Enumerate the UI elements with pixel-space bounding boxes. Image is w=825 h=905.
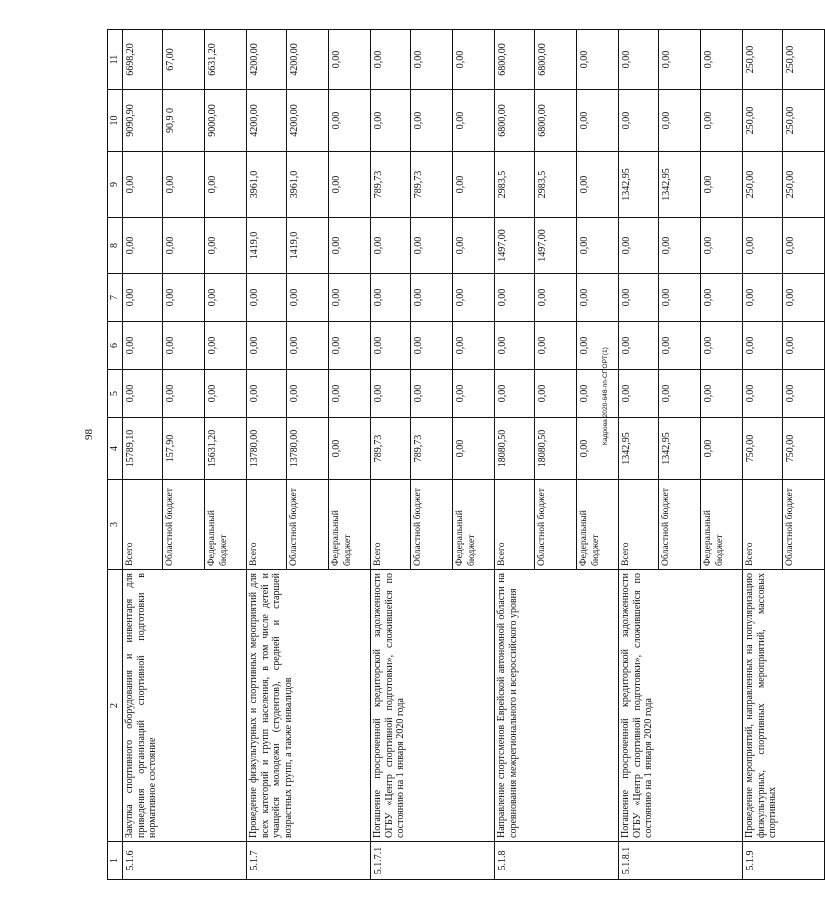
- amount-cell: 0,00: [329, 90, 371, 152]
- amount-cell: 0,00: [619, 274, 659, 322]
- amount-cell: 2983,5: [495, 152, 535, 218]
- amount-cell: 9090,90: [123, 90, 163, 152]
- amount-cell: 0,00: [411, 370, 453, 418]
- amount-cell: 0,00: [205, 218, 247, 274]
- amount-cell: 15789,10: [123, 418, 163, 480]
- funding-source: Всего: [619, 480, 659, 570]
- amount-cell: 0,00: [371, 274, 411, 322]
- amount-cell: 1497,00: [535, 218, 577, 274]
- amount-cell: 0,00: [577, 152, 619, 218]
- table-row: [371, 30, 411, 880]
- amount-cell: 0,00: [701, 90, 743, 152]
- amount-cell: 0,00: [123, 218, 163, 274]
- amount-cell: 0,00: [535, 370, 577, 418]
- amount-cell: 250,00: [783, 30, 825, 90]
- amount-cell: 0,00: [701, 322, 743, 370]
- table-row: [743, 30, 783, 880]
- amount-cell: 0,00: [659, 30, 701, 90]
- amount-cell: 250,00: [783, 152, 825, 218]
- amount-cell: 67,00: [163, 30, 205, 90]
- amount-cell: 0,00: [163, 218, 205, 274]
- column-number: 6: [108, 322, 123, 370]
- amount-cell: 0,00: [205, 274, 247, 322]
- item-description: Направление спортсменов Еврейской автономной области на соревнования межрегионального и всероссийского уровня: [495, 570, 619, 842]
- amount-cell: 0,00: [329, 152, 371, 218]
- funding-source: Областной бюджет: [287, 480, 329, 570]
- amount-cell: 0,00: [329, 218, 371, 274]
- amount-cell: 0,00: [123, 274, 163, 322]
- amount-cell: 1419,0: [247, 218, 287, 274]
- amount-cell: 0,00: [453, 30, 495, 90]
- amount-cell: 90,9 0: [163, 90, 205, 152]
- amount-cell: 0,00: [577, 90, 619, 152]
- amount-cell: 0,00: [743, 218, 783, 274]
- amount-cell: 0,00: [411, 90, 453, 152]
- amount-cell: 0,00: [163, 274, 205, 322]
- item-number: 5.1.7: [247, 842, 371, 880]
- funding-source: Федеральный бюджет: [701, 480, 743, 570]
- amount-cell: 0,00: [535, 274, 577, 322]
- amount-cell: 0,00: [495, 370, 535, 418]
- amount-cell: 4200,00: [287, 30, 329, 90]
- amount-cell: 0,00: [371, 30, 411, 90]
- document-registry-id: Кадрова 2020-648-пп-СПОРТ(1): [602, 347, 609, 445]
- amount-cell: 9000,00: [205, 90, 247, 152]
- amount-cell: 1419,0: [287, 218, 329, 274]
- funding-source: Всего: [495, 480, 535, 570]
- amount-cell: 0,00: [577, 30, 619, 90]
- amount-cell: 0,00: [535, 322, 577, 370]
- amount-cell: 0,00: [619, 90, 659, 152]
- item-number: 5.1.6: [123, 842, 247, 880]
- amount-cell: 0,00: [619, 30, 659, 90]
- column-number: 3: [108, 480, 123, 570]
- funding-source: Областной бюджет: [411, 480, 453, 570]
- amount-cell: 0,00: [701, 218, 743, 274]
- amount-cell: 0,00: [577, 218, 619, 274]
- amount-cell: 789,73: [411, 152, 453, 218]
- funding-source: Областной бюджет: [535, 480, 577, 570]
- amount-cell: 0,00: [247, 322, 287, 370]
- amount-cell: 250,00: [783, 90, 825, 152]
- funding-source: Федеральный бюджет: [577, 480, 619, 570]
- amount-cell: 18080,50: [495, 418, 535, 480]
- amount-cell: 0,00: [659, 322, 701, 370]
- amount-cell: 4200,00: [247, 90, 287, 152]
- amount-cell: 0,00: [411, 322, 453, 370]
- funding-source: Областной бюджет: [163, 480, 205, 570]
- amount-cell: 1497,00: [495, 218, 535, 274]
- amount-cell: 0,00: [619, 218, 659, 274]
- column-number: 11: [108, 30, 123, 90]
- amount-cell: 0,00: [453, 218, 495, 274]
- amount-cell: 13780,00: [287, 418, 329, 480]
- amount-cell: 6800,00: [495, 90, 535, 152]
- amount-cell: 0,00: [659, 218, 701, 274]
- amount-cell: 0,00: [453, 152, 495, 218]
- amount-cell: 750,00: [743, 418, 783, 480]
- amount-cell: 0,00: [783, 322, 825, 370]
- funding-source: Федеральный бюджет: [205, 480, 247, 570]
- funding-source: Федеральный бюджет: [453, 480, 495, 570]
- amount-cell: 0,00: [123, 322, 163, 370]
- amount-cell: 750,00: [783, 418, 825, 480]
- amount-cell: 0,00: [205, 322, 247, 370]
- item-number: 5.1.8: [495, 842, 619, 880]
- amount-cell: 1342,95: [619, 418, 659, 480]
- amount-cell: 3961,0: [287, 152, 329, 218]
- amount-cell: 0,00: [577, 322, 619, 370]
- amount-cell: 6800,00: [495, 30, 535, 90]
- amount-cell: 0,00: [495, 322, 535, 370]
- item-number: 5.1.7.1: [371, 842, 495, 880]
- amount-cell: 0,00: [701, 152, 743, 218]
- amount-cell: 0,00: [411, 274, 453, 322]
- column-number: 2: [108, 570, 123, 842]
- item-number: 5.1.9: [743, 842, 825, 880]
- amount-cell: 6800,00: [535, 30, 577, 90]
- amount-cell: 15631,20: [205, 418, 247, 480]
- amount-cell: 6698,20: [123, 30, 163, 90]
- column-number: 9: [108, 152, 123, 218]
- funding-source: Всего: [371, 480, 411, 570]
- amount-cell: 0,00: [659, 370, 701, 418]
- amount-cell: 0,00: [659, 90, 701, 152]
- amount-cell: 0,00: [577, 274, 619, 322]
- amount-cell: 0,00: [743, 274, 783, 322]
- amount-cell: 0,00: [411, 218, 453, 274]
- item-description: Погашение просроченной кредиторской задолженности ОГБУ «Центр спортивной подготовки», сложившейся по состоянию на 1 января 2020 года: [619, 570, 743, 842]
- amount-cell: 3961,0: [247, 152, 287, 218]
- amount-cell: 0,00: [371, 322, 411, 370]
- column-number: 7: [108, 274, 123, 322]
- amount-cell: 250,00: [743, 152, 783, 218]
- amount-cell: 0,00: [287, 370, 329, 418]
- table-row: [123, 30, 163, 880]
- amount-cell: 0,00: [453, 274, 495, 322]
- column-number: 8: [108, 218, 123, 274]
- column-number: 10: [108, 90, 123, 152]
- amount-cell: 0,00: [247, 274, 287, 322]
- amount-cell: 0,00: [329, 322, 371, 370]
- item-description: Проведение физкультурных и спортивных мероприятий для всех категорий и групп населения, в том числе детей и учащейся молодежи (студентов), средней и старшей возрастных групп, а также инвалидов: [247, 570, 371, 842]
- amount-cell: 4200,00: [287, 90, 329, 152]
- amount-cell: 0,00: [329, 370, 371, 418]
- amount-cell: 0,00: [577, 418, 619, 480]
- amount-cell: 0,00: [783, 218, 825, 274]
- amount-cell: 13780,00: [247, 418, 287, 480]
- amount-cell: 0,00: [619, 370, 659, 418]
- amount-cell: 0,00: [453, 418, 495, 480]
- amount-cell: 0,00: [205, 370, 247, 418]
- amount-cell: 0,00: [453, 370, 495, 418]
- amount-cell: 0,00: [577, 370, 619, 418]
- amount-cell: 250,00: [743, 90, 783, 152]
- funding-source: Федеральный бюджет: [329, 480, 371, 570]
- amount-cell: 0,00: [701, 30, 743, 90]
- item-number: 5.1.8.1: [619, 842, 743, 880]
- amount-cell: 0,00: [123, 152, 163, 218]
- table-row: [247, 30, 287, 880]
- amount-cell: 6631,20: [205, 30, 247, 90]
- amount-cell: 0,00: [701, 370, 743, 418]
- funding-source: Областной бюджет: [783, 480, 825, 570]
- amount-cell: 250,00: [743, 30, 783, 90]
- budget-table: [107, 29, 825, 880]
- amount-cell: 0,00: [701, 274, 743, 322]
- column-number-row: [108, 30, 123, 880]
- amount-cell: 0,00: [287, 274, 329, 322]
- page-number: 98: [83, 429, 95, 440]
- amount-cell: 0,00: [701, 418, 743, 480]
- amount-cell: 0,00: [371, 218, 411, 274]
- amount-cell: 0,00: [743, 370, 783, 418]
- amount-cell: 1342,95: [659, 152, 701, 218]
- amount-cell: 157,90: [163, 418, 205, 480]
- item-description: Проведение мероприятий, направленных на популяризацию физкультурных, спортивных мероприятий, массовых спортивных: [743, 570, 825, 842]
- amount-cell: 1342,95: [659, 418, 701, 480]
- amount-cell: 0,00: [411, 30, 453, 90]
- column-number: 4: [108, 418, 123, 480]
- column-number: 5: [108, 370, 123, 418]
- amount-cell: 2983,5: [535, 152, 577, 218]
- amount-cell: 0,00: [783, 274, 825, 322]
- funding-source: Всего: [743, 480, 783, 570]
- amount-cell: 1342,95: [619, 152, 659, 218]
- amount-cell: 0,00: [453, 90, 495, 152]
- amount-cell: 0,00: [495, 274, 535, 322]
- amount-cell: 789,73: [411, 418, 453, 480]
- amount-cell: 0,00: [163, 322, 205, 370]
- amount-cell: 0,00: [329, 274, 371, 322]
- amount-cell: 0,00: [205, 152, 247, 218]
- amount-cell: 0,00: [783, 370, 825, 418]
- amount-cell: 0,00: [163, 370, 205, 418]
- amount-cell: 0,00: [329, 418, 371, 480]
- amount-cell: 0,00: [163, 152, 205, 218]
- table-row: [619, 30, 659, 880]
- amount-cell: 0,00: [743, 322, 783, 370]
- amount-cell: 0,00: [371, 370, 411, 418]
- amount-cell: 0,00: [371, 90, 411, 152]
- amount-cell: 4200,00: [247, 30, 287, 90]
- table-row: [495, 30, 535, 880]
- funding-source: Областной бюджет: [659, 480, 701, 570]
- item-description: Закупка спортивного оборудования и инвентаря для приведения организаций спортивной подготовки в нормативное состояние: [123, 570, 247, 842]
- amount-cell: 0,00: [247, 370, 287, 418]
- item-description: Погашение просроченной кредиторской задолженности ОГБУ «Центр спортивной подготовки», сложившейся по состоянию на 1 января 2020 года: [371, 570, 495, 842]
- amount-cell: 6800,00: [535, 90, 577, 152]
- amount-cell: 0,00: [659, 274, 701, 322]
- amount-cell: 789,73: [371, 152, 411, 218]
- amount-cell: 0,00: [329, 30, 371, 90]
- column-number: 1: [108, 842, 123, 880]
- funding-source: Всего: [123, 480, 163, 570]
- amount-cell: 789,73: [371, 418, 411, 480]
- amount-cell: 0,00: [453, 322, 495, 370]
- amount-cell: 0,00: [287, 322, 329, 370]
- amount-cell: 0,00: [123, 370, 163, 418]
- amount-cell: 18080,50: [535, 418, 577, 480]
- amount-cell: 0,00: [619, 322, 659, 370]
- funding-source: Всего: [247, 480, 287, 570]
